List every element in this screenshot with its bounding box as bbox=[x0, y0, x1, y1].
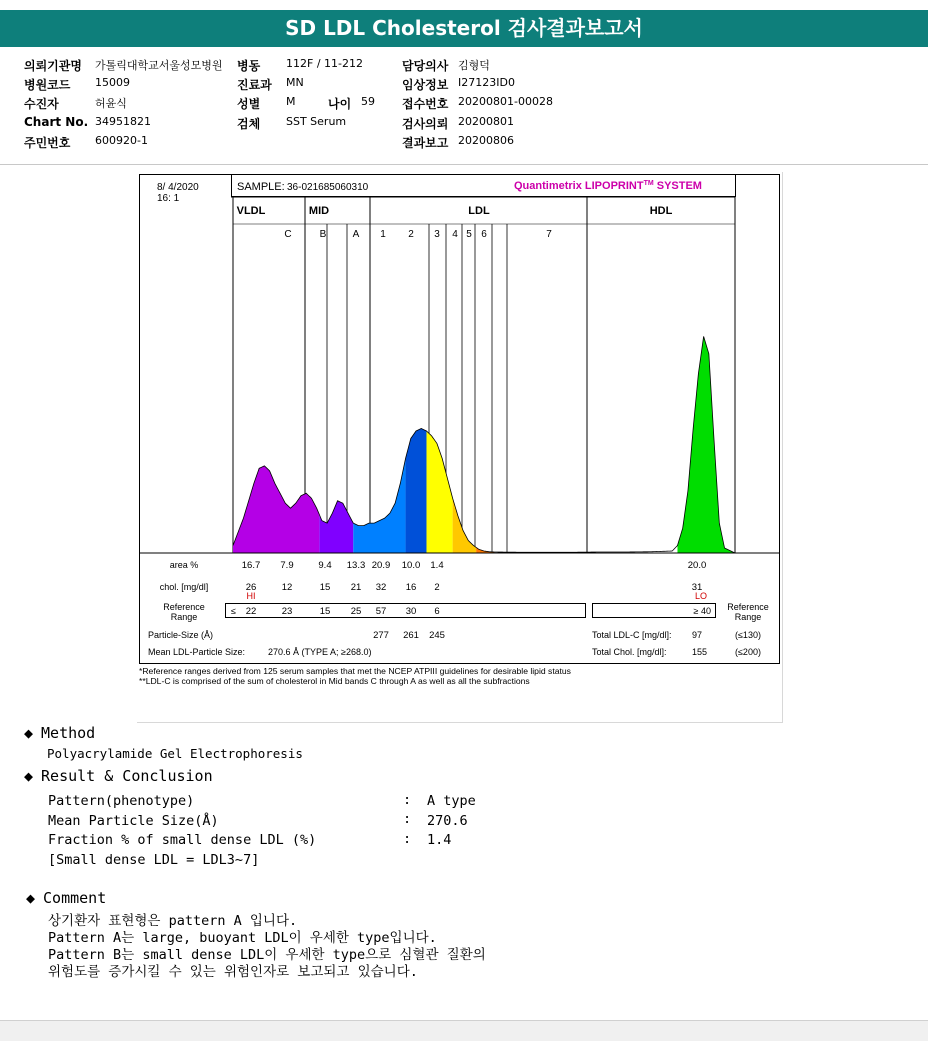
request-date-value: 20200801 bbox=[458, 115, 514, 128]
footnote-1: *Reference ranges derived from 125 serum samples that met the NCEP ATPIII guidelines for desirable lipid status bbox=[139, 666, 571, 676]
accession-label: 접수번호 bbox=[402, 97, 449, 111]
ward-label: 병동 bbox=[237, 59, 261, 73]
band-label-1: 1 bbox=[380, 229, 386, 240]
ref-value: 22 bbox=[245, 606, 257, 617]
chart-date: 8/ 4/2020 bbox=[157, 182, 199, 193]
ref-label-right-1: Reference bbox=[727, 602, 769, 612]
request-date-label: 검사의뢰 bbox=[402, 117, 449, 131]
ref-value: 23 bbox=[281, 606, 293, 617]
particle-size-value: 245 bbox=[429, 630, 445, 641]
hospital-code-label: 병원코드 bbox=[24, 78, 71, 92]
chart-no-value: 34951821 bbox=[95, 115, 151, 128]
area-value: 16.7 bbox=[241, 560, 261, 571]
chol-value: 15 bbox=[319, 582, 331, 593]
result-note: [Small dense LDL = LDL3~7] bbox=[48, 852, 260, 868]
accession-value: 20200801-00028 bbox=[458, 95, 553, 108]
band-label-a: A bbox=[352, 229, 360, 240]
total-chol-value: 155 bbox=[691, 647, 707, 657]
result-label-size: Mean Particle Size(Å) bbox=[48, 813, 219, 829]
mean-ldl-value: 270.6 Å (TYPE A; ≥268.0) bbox=[268, 647, 372, 657]
age-label: 나이 bbox=[328, 97, 352, 111]
chart-border bbox=[140, 175, 780, 664]
chol-label: chol. [mg/dl] bbox=[159, 582, 209, 592]
band-label-6: 6 bbox=[481, 229, 487, 240]
total-ldl-label: Total LDL-C [mg/dl]: bbox=[592, 630, 672, 640]
age-value: 59 bbox=[361, 95, 375, 108]
patient-name-label: 수진자 bbox=[24, 97, 59, 111]
hdl-flag: LO bbox=[694, 591, 708, 601]
diamond-bullet-icon: ◆ bbox=[24, 724, 34, 742]
ref-value: 6 bbox=[434, 606, 440, 617]
clinical-info-value: I27123ID0 bbox=[458, 76, 515, 89]
dept-label: 진료과 bbox=[237, 78, 272, 92]
chol-value: 21 bbox=[350, 582, 362, 593]
ref-value: 15 bbox=[319, 606, 331, 617]
method-heading-text: Method bbox=[41, 724, 96, 742]
hospital-code-value: 15009 bbox=[95, 76, 130, 89]
total-chol-label: Total Chol. [mg/dl]: bbox=[592, 647, 667, 657]
area-value: 10.0 bbox=[401, 560, 421, 571]
area-value: 20.9 bbox=[371, 560, 391, 571]
chol-value: 26 bbox=[245, 582, 257, 593]
comment-line-3: Pattern B는 small dense LDL이 우세한 type으로 심혈관 질환의 bbox=[48, 947, 486, 963]
chart-no-label: Chart No. bbox=[24, 115, 89, 129]
brand-name: Quantimetrix LIPOPRINT™ SYSTEM bbox=[514, 180, 702, 192]
band-label-7: 7 bbox=[546, 229, 552, 240]
hospital-name-label: 의뢰기관명 bbox=[24, 59, 82, 73]
chol-value: 2 bbox=[434, 582, 440, 593]
bottom-bar bbox=[0, 1020, 928, 1041]
specimen-label: 검체 bbox=[237, 117, 261, 131]
particle-size-value: 261 bbox=[403, 630, 419, 641]
chart-time: 16: 1 bbox=[157, 193, 180, 204]
area-value: 20.0 bbox=[687, 560, 707, 571]
area-value: 7.9 bbox=[280, 560, 294, 571]
total-ldl-value: 97 bbox=[691, 630, 702, 640]
method-text: Polyacrylamide Gel Electrophoresis bbox=[47, 746, 303, 761]
footnote-2: **LDL-C is comprised of the sum of cholesterol in Mid bands C through A as well as all the subfractions bbox=[139, 676, 530, 686]
result-value-pattern: A type bbox=[427, 793, 476, 809]
result-heading bbox=[24, 767, 213, 785]
ref-value: 30 bbox=[405, 606, 417, 617]
group-label-mid: MID bbox=[308, 205, 330, 217]
patient-name-value: 허윤식 bbox=[95, 97, 127, 110]
band-label-3: 3 bbox=[434, 229, 440, 240]
chol-value: 31 bbox=[691, 582, 703, 593]
area-value: 13.3 bbox=[346, 560, 366, 571]
diamond-bullet-icon: ◆ bbox=[26, 889, 36, 907]
report-date-value: 20200806 bbox=[458, 134, 514, 147]
vldl-flag: HI bbox=[246, 591, 256, 601]
area-value: 1.4 bbox=[430, 560, 444, 571]
band-label-4: 4 bbox=[452, 229, 458, 240]
chol-value: 12 bbox=[281, 582, 293, 593]
comment-line-4: 위험도를 증가시킬 수 있는 위험인자로 보고되고 있습니다. bbox=[48, 964, 418, 980]
resident-no-value: 600920-1 bbox=[95, 134, 148, 147]
comment-line-2: Pattern A는 large, buoyant LDL이 우세한 type입니다. bbox=[48, 930, 437, 946]
result-label-fraction: Fraction % of small dense LDL (%) bbox=[48, 832, 317, 848]
band-label-c: C bbox=[284, 229, 292, 240]
ref-prefix: ≤ bbox=[231, 606, 236, 616]
particle-size-label: Particle-Size (Å) bbox=[148, 630, 214, 640]
dept-value: MN bbox=[286, 76, 304, 89]
report-title: SD LDL Cholesterol 검사결과보고서 bbox=[0, 10, 928, 47]
group-label-vldl: VLDL bbox=[236, 205, 266, 217]
sex-value: M bbox=[286, 95, 296, 108]
hdl-ref-value: ≥ 40 bbox=[693, 606, 711, 616]
total-chol-ref: (≤200) bbox=[735, 647, 761, 657]
chol-value: 32 bbox=[375, 582, 387, 593]
report-date-label: 결과보고 bbox=[402, 136, 449, 150]
area-value: 9.4 bbox=[318, 560, 332, 571]
result-value-size: 270.6 bbox=[427, 813, 468, 829]
lipoprint-chart bbox=[139, 174, 780, 720]
ward-value: 112F / 11-212 bbox=[286, 57, 363, 70]
result-sep-size: : bbox=[403, 811, 412, 827]
result-heading-text: Result & Conclusion bbox=[41, 767, 213, 785]
band-label-5: 5 bbox=[466, 229, 472, 240]
group-label-hdl: HDL bbox=[649, 205, 673, 217]
sample-label: SAMPLE: bbox=[237, 181, 285, 193]
diamond-bullet-icon: ◆ bbox=[24, 767, 34, 785]
ref-label-2: Range bbox=[170, 612, 198, 622]
result-sep-fraction: : bbox=[403, 831, 412, 847]
ref-label-1: Reference bbox=[163, 602, 205, 612]
group-label-ldl: LDL bbox=[468, 205, 490, 217]
band-label-2: 2 bbox=[408, 229, 414, 240]
comment-line-1: 상기환자 표현형은 pattern A 입니다. bbox=[48, 913, 298, 929]
total-ldl-ref: (≤130) bbox=[735, 630, 761, 640]
result-label-pattern: Pattern(phenotype) bbox=[48, 793, 195, 809]
particle-size-value: 277 bbox=[373, 630, 389, 641]
specimen-value: SST Serum bbox=[286, 115, 347, 128]
band-label-b: B bbox=[319, 229, 327, 240]
clinical-info-label: 임상정보 bbox=[402, 78, 449, 92]
result-value-fraction: 1.4 bbox=[427, 832, 452, 848]
doctor-value: 김형덕 bbox=[458, 59, 490, 72]
chol-value: 16 bbox=[405, 582, 417, 593]
doctor-label: 담당의사 bbox=[402, 59, 449, 73]
method-heading bbox=[24, 724, 95, 742]
sex-label: 성별 bbox=[237, 97, 261, 111]
result-sep-pattern: : bbox=[403, 792, 412, 808]
comment-heading bbox=[26, 889, 106, 907]
ref-value: 25 bbox=[350, 606, 362, 617]
ref-value: 57 bbox=[375, 606, 387, 617]
mean-ldl-label: Mean LDL-Particle Size: bbox=[148, 647, 246, 657]
resident-no-label: 주민번호 bbox=[24, 136, 71, 150]
patient-info-header bbox=[0, 52, 928, 165]
area-label: area % bbox=[169, 560, 199, 570]
ref-label-right-2: Range bbox=[734, 612, 762, 622]
sample-id: 36-021685060310 bbox=[287, 182, 369, 193]
comment-heading-text: Comment bbox=[43, 889, 107, 907]
hospital-name-value: 가톨릭대학교서울성모병원 bbox=[95, 59, 223, 72]
